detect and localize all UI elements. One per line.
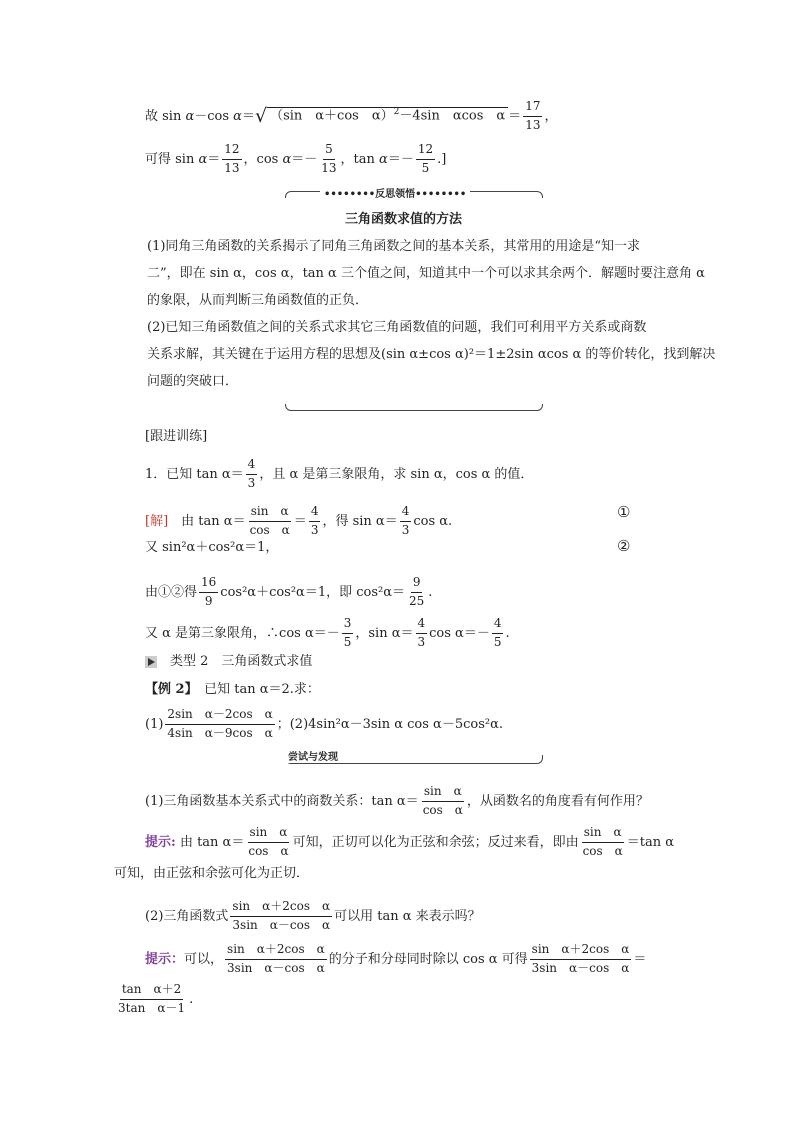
denominator: cos α [422,802,463,817]
numerator: 3 [342,617,354,634]
numerator: 12 [222,143,241,160]
fraction [230,900,332,933]
text: . [505,625,510,641]
denominator: 4sin α－9cos α [167,725,273,740]
text: α [233,108,242,124]
denominator: 3 [401,522,410,537]
fraction [407,576,426,609]
text: cos²α＋cos²α＝1，即 cos²α＝ [220,584,406,600]
text: cos α. [413,513,453,529]
text: ＝－ [387,151,414,167]
numerator: sin α [422,785,464,802]
hint-tag: 提示： [145,951,185,967]
numerator: 4 [492,617,504,634]
inquiry-question-2 [145,900,481,933]
text: ，得 sin α＝ [322,513,398,529]
numerator: 4 [416,617,428,634]
numerator: 4 [246,458,258,475]
paragraph-line: 的象限，从而判断三角函数值的正负． [147,293,369,308]
sqrt-body [267,107,508,122]
denominator: 13 [321,160,337,175]
solution-step-1 [145,505,452,538]
text: －cos [194,108,234,124]
text: ＝ [633,951,647,967]
numerator: 4 [309,505,321,522]
example-tag: 【例 2】 [145,682,192,697]
text: ，从函数名的角度看有何作用？ [466,793,649,809]
hint-1 [145,826,674,859]
text: 反思领悟 [375,189,416,200]
numerator: 12 [416,143,435,160]
numerator: tan α＋2 [120,983,183,1000]
denominator: 5 [493,634,502,649]
fraction [199,576,218,609]
text: ＝ [241,108,255,124]
fraction [416,617,428,650]
text: 又 α 是第三象限角，∴cos α＝－ [145,625,340,641]
text: (1)三角函数基本关系式中的商数关系：tan α＝ [145,793,419,809]
paragraph-line: (2)已知三角函数值之间的关系式求其它三角函数值的问题，我们可利用平方关系或商数 [147,320,647,335]
text: ＝－ [291,151,318,167]
fraction [246,458,258,491]
play-icon [145,656,157,668]
denominator: 3 [417,634,426,649]
box-tag: ••••••••反思领悟•••••••• [320,185,470,200]
text: －4sin αcos α [399,108,506,124]
text: 故 sin [145,108,186,124]
fraction [319,143,338,176]
text: 可以， [184,951,224,967]
numerator: sin α [582,826,624,843]
numerator: sin α＋2cos α [225,943,327,960]
numerator: 5 [323,143,335,160]
denominator: 9 [204,593,213,608]
numerator: sin α＋2cos α [530,943,632,960]
paragraph-line: 关系求解，其关键在于运用方程的思想及(sin α±cos α)²＝1±2sin αcos α 的等价转化，找到解决 [147,347,716,362]
hint-tag: 提示: [145,834,176,850]
fraction [165,708,274,741]
solution-step-4 [145,617,510,650]
solution-step-3 [145,576,432,609]
fraction [342,617,354,650]
practice-question [145,458,533,491]
fraction [309,505,321,538]
box-title: 三角函数求值的方法 [345,212,463,227]
equation-marker: ① [617,503,631,521]
fraction [246,826,290,859]
fraction [530,943,632,976]
text: ＝tan α [626,834,675,850]
text: ，tan [340,151,380,167]
text: 由 tan α＝ [175,834,245,850]
text: (2)三角函数式 [145,908,229,924]
text: ，cos [243,151,283,167]
solution-line-2 [145,143,446,176]
text: ，sin α＝ [355,625,414,641]
fraction [416,143,435,176]
text: α [198,151,208,167]
text: . [428,584,433,600]
numerator: sin α [248,826,290,843]
denominator: cos α [248,843,289,858]
sqrt-symbol: √ [254,104,268,127]
text: . [189,991,194,1007]
denominator: 3 [247,475,256,490]
fraction [421,785,465,818]
text: .] [437,151,447,167]
text: α [379,151,388,167]
text: 由①②得 [145,584,198,600]
denominator: 5 [421,160,430,175]
text: ＝ [207,151,221,167]
denominator: cos α [582,843,623,858]
denominator: 3sin α－cos α [227,960,325,975]
numerator: sin α＋2cos α [230,900,332,917]
numerator: 4 [400,505,412,522]
text: 类型 2 三角函数式求值 [170,654,313,669]
text: cos α＝－ [429,625,490,641]
numerator: 17 [523,100,542,117]
text: (1) [145,716,164,732]
text: ， [544,108,558,124]
box-bottom-border [285,404,543,411]
text: 由 tan α＝ [181,513,246,529]
solution-line-1 [145,100,557,133]
fraction [492,617,504,650]
practice-tag: [跟进训练] [145,429,208,444]
box-tag: 尝试与发现 [284,748,342,763]
text: 已知 tan α＝2.求： [204,682,320,697]
numerator: 16 [199,576,218,593]
denominator: 3sin α－cos α [531,960,630,975]
numerator: sin α [249,505,291,522]
denominator: cos α [249,522,290,537]
type-heading [145,655,312,668]
fraction [581,826,625,859]
example-line [145,683,320,696]
fraction [400,505,412,538]
text: ，且 α 是第三象限角，求 sin α，cos α 的值． [259,466,534,482]
equation-marker: ② [617,537,631,555]
solution-step-2: 又 sin²α＋cos²α＝1， [145,540,279,555]
text: 可得 sin [145,151,199,167]
text: α [185,108,195,124]
hint-1-continuation: 可知，由正弦和余弦可化为正切． [114,866,310,881]
hint-2 [145,943,646,976]
denominator: 3tan α－1 [118,1000,186,1015]
text: ＝ [293,513,307,529]
denominator: 13 [525,117,541,132]
fraction [248,505,292,538]
paragraph-line: 问题的突破口． [147,374,239,389]
numerator: 9 [411,576,423,593]
hint-2-continuation [114,983,193,1016]
text: 可知，正切可以化为正弦和余弦；反过来看，即由 [292,834,579,850]
fraction [523,100,542,133]
text: ＝ [508,108,522,124]
text: 可以用 tan α 来表示吗？ [334,908,481,924]
denominator: 3 [310,522,319,537]
text: （sin α＋cos α） [270,108,394,124]
solution-tag: [解] [145,513,169,529]
fraction [225,943,327,976]
denominator: 25 [409,593,425,608]
fraction [222,143,241,176]
text: 2 [393,107,400,118]
denominator: 13 [224,160,240,175]
denominator: 5 [343,634,352,649]
inquiry-question-1 [145,785,649,818]
text: 1．已知 tan α＝ [145,466,244,482]
fraction [116,983,187,1016]
denominator: 3sin α－cos α [232,917,331,932]
text: 的分子和分母同时除以 cos α 可得 [328,951,528,967]
numerator: 2sin α－2cos α [165,708,274,725]
paragraph-line: 二”，即在 sin α，cos α，tan α 三个值之间，知道其中一个可以求其余两个．解题时要注意角 α [147,266,705,281]
text: α [282,151,292,167]
text: ；(2)4sin²α－3sin α cos α－5cos²α. [276,716,503,732]
paragraph-line: (1)同角三角函数的关系揭示了同角三角函数之间的基本关系，其常用的用途是“知一求 [147,239,641,254]
example-question [145,708,503,741]
